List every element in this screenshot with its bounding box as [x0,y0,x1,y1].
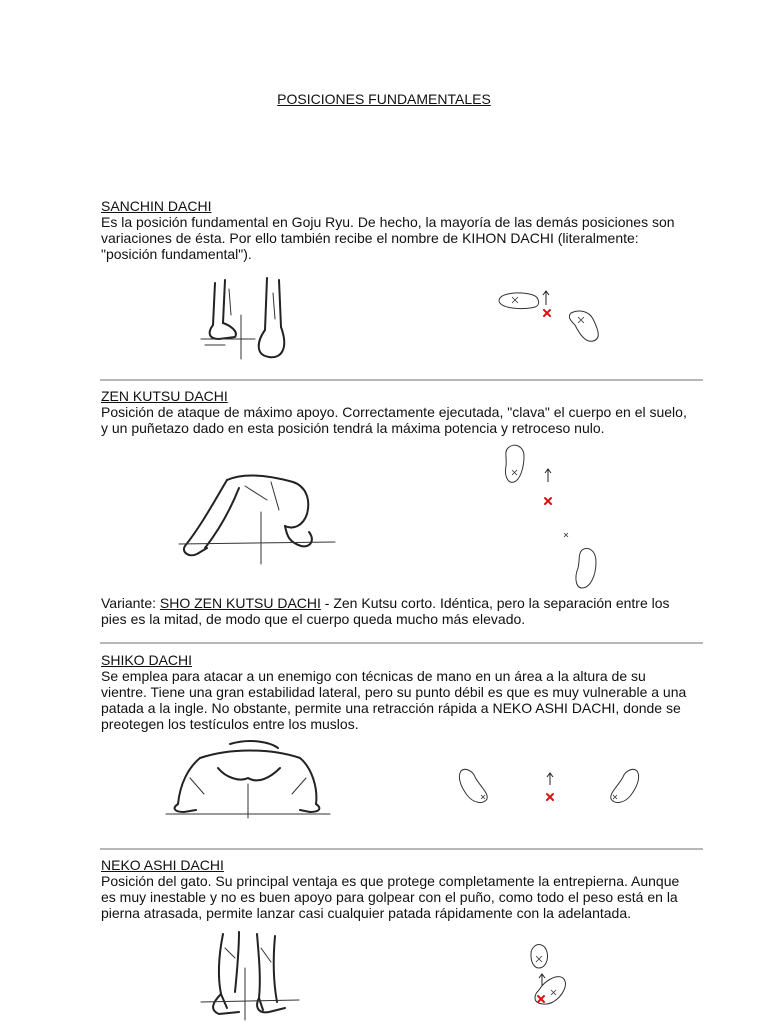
small-x-mark-icon [564,533,568,537]
variant-name: SHO ZEN KUTSU DACHI [159,595,321,611]
variant-description: - Zen Kutsu corto. Idéntica, pero la separación entre los [320,595,670,611]
center-mark-red-x-icon [547,794,553,800]
section-sanchin-dachi [101,198,701,262]
footprint-icon [499,293,539,309]
paragraph-line: "posición fundamental"). [101,246,252,262]
paragraph-line: Posición del gato. Su principal ventaja es que protege completamente la entrepierna. Aunque [101,873,680,889]
paragraph-line: pierna atrasada, permite lanzar casi cualquier patada rápidamente con la adelantada. [101,905,632,921]
variant-prefix: Variante: [101,595,160,611]
shiko-stance-illustration [160,738,335,823]
paragraph-line: preotegen los testículos entre los muslos. [101,716,359,732]
footprint-icon [576,549,596,589]
paragraph-line: y un puñetazo dado en esta posición tendrá la máxima potencia y retroceso nulo. [101,420,605,436]
footprint-icon [459,769,487,802]
section-heading: SANCHIN DACHI [101,198,212,214]
section-neko-ashi-dachi [101,857,701,921]
arrow-up-icon [543,291,549,305]
footprint-icon [531,945,548,968]
variant-line [101,595,701,611]
footprint-icon [505,445,524,482]
center-mark-red-x-icon [545,498,551,504]
section-heading: ZEN KUTSU DACHI [101,388,228,404]
neko-ashi-stance-illustration [195,928,305,1022]
zen-kutsu-stance-illustration [175,470,340,565]
section-divider [100,848,703,850]
zen-kutsu-foot-diagram [500,440,610,590]
section-heading: NEKO ASHI DACHI [101,857,224,873]
variant-text [101,595,701,627]
footprint-icon [611,769,639,802]
paragraph-line: Posición de ataque de máximo apoyo. Correctamente ejecutada, "clava" el cuerpo en el suelo, [101,404,687,420]
paragraph-line: vientre. Tiene una gran estabilidad lateral, pero su punto débil es que es muy vulnerable a una [101,684,687,700]
paragraph-line: variaciones de ésta. Por ello también recibe el nombre de KIHON DACHI (literalmente: [101,230,639,246]
paragraph-line: patada a la ingle. No obstante, permite una retracción rápida a NEKO ASHI DACHI, donde se [101,700,681,716]
page-title: POSICIONES FUNDAMENTALES [277,91,491,107]
center-mark-red-x-icon [544,310,550,316]
section-divider [100,642,703,644]
sanchin-stance-illustration [195,275,305,365]
arrow-up-icon [547,773,553,785]
paragraph-line: Se emplea para atacar a un enemigo con técnicas de mano en un área a la altura de su [101,668,646,684]
section-zen-kutsu-dachi [101,388,701,436]
neko-ashi-foot-diagram [525,940,585,1010]
paragraph-line: es muy inestable y no es buen apoyo para golpear con el puño, como todo el peso está en la [101,889,678,905]
section-heading: SHIKO DACHI [101,652,193,668]
footprint-icon [569,311,598,341]
paragraph-line: pies es la mitad, de modo que el cuerpo queda mucho más elevado. [101,611,526,627]
section-shiko-dachi [101,652,701,732]
sanchin-foot-diagram [495,285,610,350]
paragraph-line: Es la posición fundamental en Goju Ryu. De hecho, la mayoría de las demás posiciones son [101,214,675,230]
shiko-foot-diagram [455,765,645,810]
section-divider [100,379,703,381]
arrow-up-icon [545,469,551,482]
